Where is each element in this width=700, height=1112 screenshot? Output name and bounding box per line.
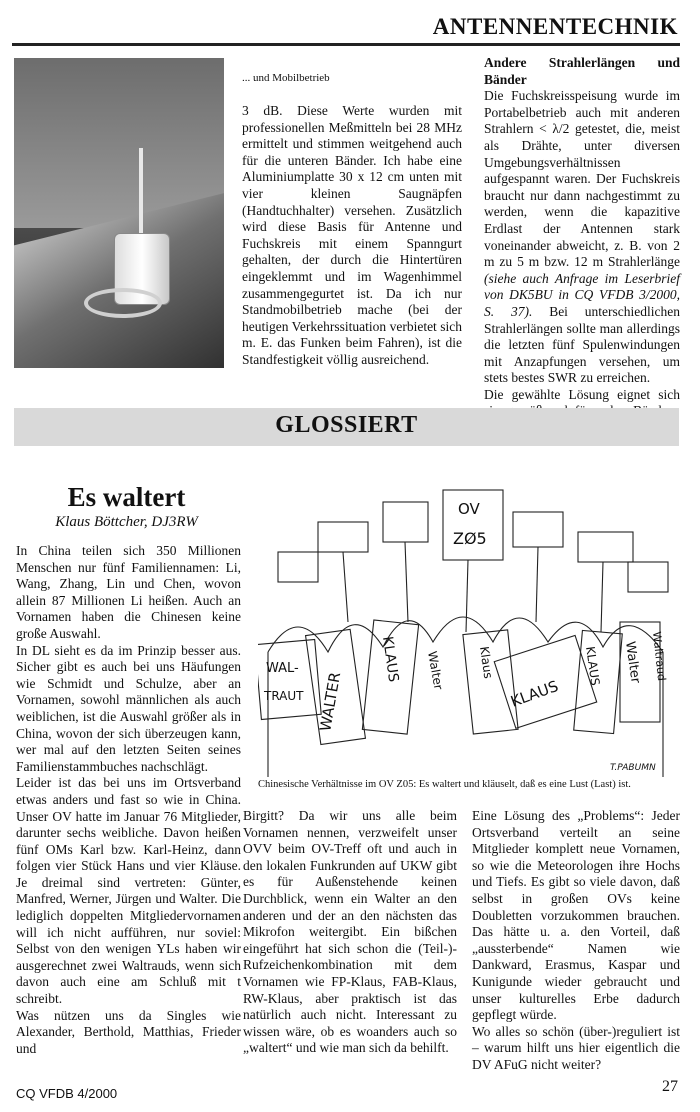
glossiert-column-1 xyxy=(16,543,241,1057)
body-paragraph: 3 dB. Diese Werte wurden mit professionellen Meßmitteln bei 28 MHz ermittelt und stimmen weitgehend auch für die unteren Bänder. Ich habe eine Aluminiumplatte 30 x 12 cm unten mit vier kleinen Saugnäpfen (Handtuchhalter) versehen. Zusätzlich wird diese Basis für Antenne und Fuchskreis mit einem Spanngurt gehalten, der durch die Hintertüren eingeklemmt und im Wagenhimmel zusammengegurtet ist. Da ich nur Standmobilbetrieb mache (bei der heutigen Verkehrssituation verbietet sich m. E. das Funken beim Fahren), ist die Standfestigkeit völlig ausreichend. xyxy=(242,103,462,367)
cartoon-sign: Klaus xyxy=(477,645,496,680)
cartoon-signature: T.PABUMN xyxy=(610,763,656,773)
body-paragraph: Eine Lösung des „Problems“: Jeder Ortsverband verteilt an seine Mitglieder komplett neue Vornamen, so wie die Meteorologen ihre Hochs und Tiefs. Es gibt so viele davon, daß selbst in großen OVs keine Doubletten vorzukommen brauchen. Das hätte u. a. den Vorteil, daß „aussterbende“ Namen wie Dankward, Erasmus, Kaspar und Kunigunde wieder gebraucht und unser kulturelles Erbe dadurch gepflegt würde. xyxy=(472,808,680,1023)
body-paragraph: In DL sieht es da im Prinzip besser aus. Sicher gibt es auch bei uns Häufungen wie Schmidt und Schulze, aber an Vornamen, sowohl männlichen als auch weiblichen, ist die Auswahl größer als in China, wovon der sich überzeugen kann, wer mal auf den letzten Seiten seines Familienstammbuches nachschlägt. xyxy=(16,642,241,774)
band-title: GLOSSIERT xyxy=(275,412,418,438)
page-number: 27 xyxy=(662,1078,678,1095)
body-paragraph: In China teilen sich 350 Millionen Menschen nur fünf Familiennamen: Li, Wang, Zhang, Lin und Chen, wovon allein 87 Millionen Li heißen. Auch an Vornamen haben die Chinesen keine große Auswahl. xyxy=(16,543,241,641)
section-title: ANTENNENTECHNIK xyxy=(432,14,678,39)
article-column-middle xyxy=(242,103,462,369)
body-paragraph: Leider ist das bei uns im Ortsverband etwas anders und fast so wie in China. Unser OV hatte im Januar 76 Mitglieder, darunter sechs weibliche. Davon heißen fünf OMs Karl bzw. Karl-Heinz, dann folgen vier Stück Hans und vier Kläuse. Je dreimal sind vertreten: Günter, Manfred, Werner, Jürgen und Walter. Die lediglich doppelten Mitgliedervornamen will ich nicht aufführen, nur soviel: Selbst von den wenigen YLs haben wir ausgerechnet zwei Waltrauds, wenn sich davon auch eine am Schluß mit t schreibt. xyxy=(16,775,241,1007)
article-column-right xyxy=(484,55,680,420)
subheading: Andere Strahlerlängen und Bänder xyxy=(484,55,680,87)
cartoon-sign: WALTER xyxy=(316,670,345,733)
cartoon-sign: KLAUS xyxy=(508,676,561,711)
cartoon-illustration xyxy=(258,482,679,777)
journal-issue: CQ VFDB 4/2000 xyxy=(16,1086,118,1101)
body-paragraph: Die Fuchskreisspeisung wurde im Portabelbetrieb auch mit anderen Strahlern < λ/2 getestet, die, meist als Drähte, unter diversen Umgebungsverhältnissen aufgespannt waren. Der Fuchskreis braucht nur dann nachgestimmt zu werden, wenn die kapazitive Erdlast der Antennen stark voneinander abweicht, z. B. von 2 m zu 5 m bzw. 12 m Strahlerlänge (siehe auch Anfrage im Leserbrief von DK5BU in CQ VFDB 3/2000, S. 37). Bei unterschiedlichen Strahlerlängen sollte man allerdings die letzten fünf Spulenwindungen mit Anzapfungen versehen, um stets bestes SWR zu erreichen. xyxy=(484,88,680,386)
cartoon-sign: KLAUS xyxy=(379,635,402,684)
cartoon-sign: ZØ5 xyxy=(453,529,487,548)
cartoon-sign: OV xyxy=(458,500,480,518)
cartoon-sign: Waltraud xyxy=(650,630,669,682)
article-headline: Es waltert xyxy=(67,482,186,512)
body-paragraph: Was nützen uns da Singles wie Alexander, Berthold, Matthias, Frieder und xyxy=(16,1007,241,1056)
body-paragraph: Wo alles so schön (über-)reguliert ist – warum hilft uns hier eigentlich die DV AFuG nicht weiter? xyxy=(472,1023,680,1072)
photo-caption: ... und Mobilbetrieb xyxy=(242,72,330,84)
cartoon-sign: Walter xyxy=(622,640,643,685)
body-paragraph: Die gewählte Lösung eignet sich xyxy=(484,386,680,402)
cartoon-sign: Walter xyxy=(425,650,446,691)
mobile-antenna-photo xyxy=(14,58,224,368)
glossiert-column-2 xyxy=(243,808,457,1057)
glossiert-column-3 xyxy=(472,808,680,1074)
header-rule xyxy=(12,43,680,46)
article-byline: Klaus Böttcher, DJ3RW xyxy=(55,514,198,530)
cartoon-sign: KLAUS xyxy=(583,645,603,687)
body-paragraph: Birgitt? Da wir uns alle beim Vornamen nennen, verzweifelt unser OVV beim OV-Treff oft und auch in den lokalen Funkrunden auf UKW gibt es für Außenstehende keinen Durchblick, wenn ein Walter an den anderen und der an den nächsten das Mikrofon weitergibt. Ein bißchen eingeführt hat sich schon die (Teil-)-Rufzeichenkombination mit dem Vornamen wie FP-Klaus, FAB-Klaus, RW-Klaus, aber praktisch ist das natürlich auch nicht. Interessant zu wissen wäre, ob es woanders auch so „waltert“ und wie man sich da behilft. xyxy=(243,808,457,1056)
cartoon-sign: WAL- xyxy=(266,661,299,676)
cartoon-sign: TRAUT xyxy=(264,689,304,703)
cartoon-caption: Chinesische Verhältnisse im OV Z05: Es waltert und kläuselt, daß es eine Lust (Last) ist. xyxy=(258,779,631,790)
